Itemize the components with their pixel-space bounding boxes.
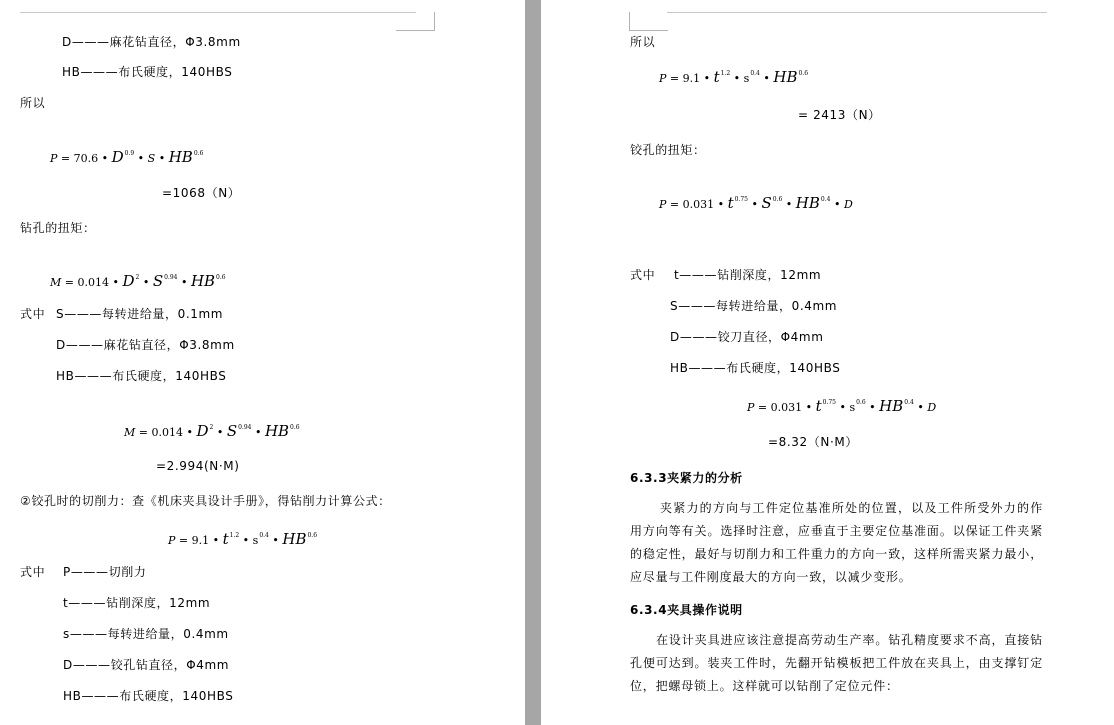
var-hb-line: HB———布氏硬度，140HBS: [62, 65, 233, 79]
var-d-line: D———铰孔钻直径，Φ4mm: [63, 658, 230, 672]
var-hb-line: HB———布氏硬度，140HBS: [670, 361, 841, 375]
var-p-line: P———切削力: [63, 565, 147, 579]
left-page: [0, 0, 525, 725]
var-d-line: D———铰刀直径，Φ4mm: [670, 330, 824, 344]
var-t-line: t———钻削深度，12mm: [674, 268, 822, 282]
section-label: ②铰孔时的切削力：查《机床夹具设计手册》，得钻削力计算公式：: [20, 494, 391, 508]
header-line: [667, 12, 1047, 31]
result-text: = 2413（N）: [798, 108, 881, 122]
section-label: 铰孔的扭矩：: [630, 143, 706, 157]
var-t-line: t———钻削深度，12mm: [63, 596, 211, 610]
var-s-line: S———每转进给量，0.1mm: [56, 307, 224, 321]
formula-m-drilling: M = 0.014 • $D^2$ • $S^{0.94}$ • $HB^{0.6}$: [124, 422, 300, 440]
formula-p-reaming: P = 9.1 • $t^{1.2}$ • $s^{0.4}$ • $HB^{0.6}$: [659, 68, 809, 86]
formula-p-drilling: P = 70.6 • $D^{0.9}$ • S • $HB^{0.6}$: [50, 148, 204, 166]
var-s-line: S———每转进给量，0.4mm: [670, 299, 838, 313]
section-heading: 6.3.4夹具操作说明: [630, 603, 743, 617]
margin-corner-mark: [629, 12, 668, 31]
var-d-line: D———麻花钻直径，Φ3.8mm: [56, 338, 235, 352]
var-s-line: s———每转进给量，0.4mm: [63, 627, 229, 641]
header-line: [20, 12, 416, 31]
shizhong-label: 式中: [630, 268, 656, 282]
formula-p-reaming: P = 9.1 • $t^{1.2}$ • $s^{0.4}$ • $HB^{0.6}$: [168, 530, 318, 548]
shizhong-label: 式中: [20, 565, 46, 579]
formula-m-drilling: M = 0.014 • $D^2$ • $S^{0.94}$ • $HB^{0.6}$: [50, 272, 226, 290]
section-label: 钻孔的扭矩：: [20, 221, 96, 235]
var-hb-line: HB———布氏硬度，140HBS: [63, 689, 234, 703]
var-hb-line: HB———布氏硬度，140HBS: [56, 369, 227, 383]
var-d-line: D———麻花钻直径，Φ3.8mm: [62, 35, 241, 49]
result-text: =1068（N）: [162, 186, 241, 200]
formula-p-reaming-torque: P = 0.031 • $t^{0.75}$ • $S^{0.6}$ • $HB^{0.4}$ • D: [659, 194, 853, 212]
result-text: =8.32（N·M）: [768, 435, 858, 449]
suoyi-text: 所以: [20, 96, 46, 110]
margin-corner-mark: [396, 12, 435, 31]
right-page: [541, 0, 1114, 725]
shizhong-label: 式中: [20, 307, 46, 321]
page-gutter: [525, 0, 541, 725]
body-paragraph: 在设计夹具进应该注意提高劳动生产率。钻孔精度要求不高，直接钻孔便可达到。装夹工件时，先翻开钻模板把工件放在夹具上，由支撑钉定位，把螺母锁上。这样就可以钻削了定位元件：: [630, 633, 1043, 693]
result-text: =2.994(N·M): [156, 459, 240, 473]
suoyi-text: 所以: [630, 35, 656, 49]
section-heading: 6.3.3夹紧力的分析: [630, 471, 743, 485]
formula-p-reaming-torque: P = 0.031 • $t^{0.75}$ • $s^{0.6}$ • $HB^{0.4}$ • D: [747, 397, 937, 415]
body-paragraph: 夹紧力的方向与工件定位基准所处的位置，以及工件所受外力的作用方向等有关。选择时注意，应垂直于主要定位基准面。以保证工件夹紧的稳定性，最好与切削力和工件重力的方向一致，这样所需夹紧力最小，应尽量与工件刚度最大的方向一致，以减少变形。: [630, 501, 1043, 584]
